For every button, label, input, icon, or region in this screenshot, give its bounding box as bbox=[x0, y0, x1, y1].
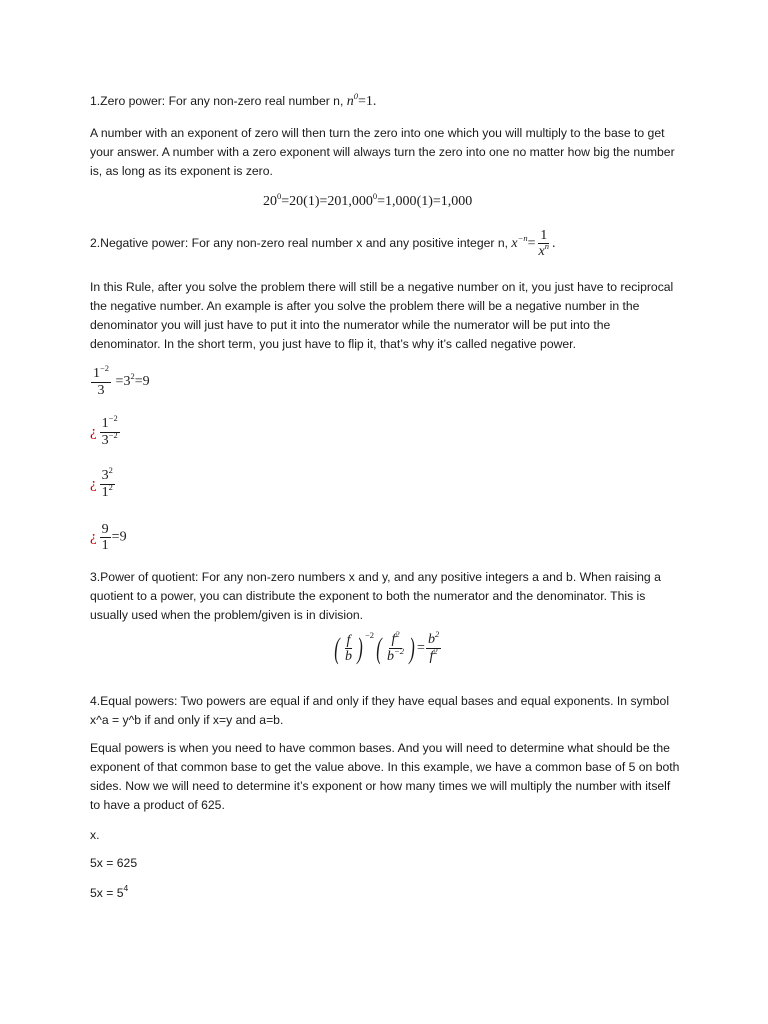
inverted-question-mark: ¿ bbox=[90, 528, 97, 545]
rule4-heading: 4.Equal powers: Two powers are equal if and only if they have equal bases and equal exponents. In symbol x^a = y^b if and only if x=y and a=b. bbox=[90, 694, 670, 727]
rule2-formula: $x^{-n}=$ $\frac{1}{x^n}$ . bbox=[511, 228, 556, 259]
rule2-heading bbox=[90, 228, 555, 260]
line-5x-625: 5x = 625 bbox=[90, 856, 138, 870]
line-5x-5-4: $5x = 5^4$ bbox=[90, 883, 129, 900]
paragraph-equal-powers: Equal powers is when you need to have common bases. And you will need to determine what should be the exponent of that common base to get the value above. In this example, we have a common base of 5 on both sides. Now we will need to determine it’s exponent or how many times we will multiply the number with itself to have a product of 625. bbox=[90, 741, 680, 812]
quotient-formula: ( $\frac{f}{b}$ ) $^{-2}$( $\frac{f^2}{b^{-2}}$ ) = $\frac{b^2}{f^2}$ bbox=[334, 629, 440, 665]
rule2-text: 2.Negative power: For any non-zero real number x and any positive integer n, bbox=[90, 235, 512, 250]
step-2: ¿ $\frac{1^{-2}}{3^{-2}}$ bbox=[90, 413, 118, 448]
step-1: $\frac{1^{-2}}{3}$ $=3^2=9$ bbox=[93, 363, 150, 398]
rule1-heading bbox=[90, 92, 680, 112]
paragraph-zero-power: A number with an exponent of zero will then turn the zero into one which you will multiply to the base to get your answer. A number with a zero exponent will always turn the zero into one no matter how big the number is, as long as its exponent is zero. bbox=[90, 126, 675, 178]
example-zero-power: $20^0=20(1)=201,000^0=1,000(1)=1,000$ bbox=[263, 191, 473, 209]
rule1-formula: $n^0=1$. bbox=[346, 91, 377, 109]
rule1-text: 1.Zero power: For any non-zero real number n, bbox=[90, 94, 347, 108]
inverted-question-mark: ¿ bbox=[90, 475, 97, 492]
inverted-question-mark: ¿ bbox=[90, 423, 97, 440]
rule3-heading: 3.Power of quotient: For any non-zero numbers x and y, and any positive integers a and b. When raising a quotient to a power, you can distribute the exponent to both the numerator and the denominator. This is usually used when the problem/given is in division. bbox=[90, 570, 661, 622]
step-4: ¿ $\frac{9}{1}$ =9 bbox=[90, 522, 127, 553]
line-x: x. bbox=[90, 828, 100, 842]
step-3: ¿ $\frac{3^2}{1^2}$ bbox=[90, 465, 113, 500]
paragraph-negative-power: In this Rule, after you solve the problem there will still be a negative number on it, you just have to reciprocal the negative number. An example is after you solve the problem there will be a negative number in the denominator you will just have to put it into the numerator while the numerator will be put into the denominator. In the short term, you just have to flip it, that’s why it’s called negative power. bbox=[90, 280, 674, 351]
